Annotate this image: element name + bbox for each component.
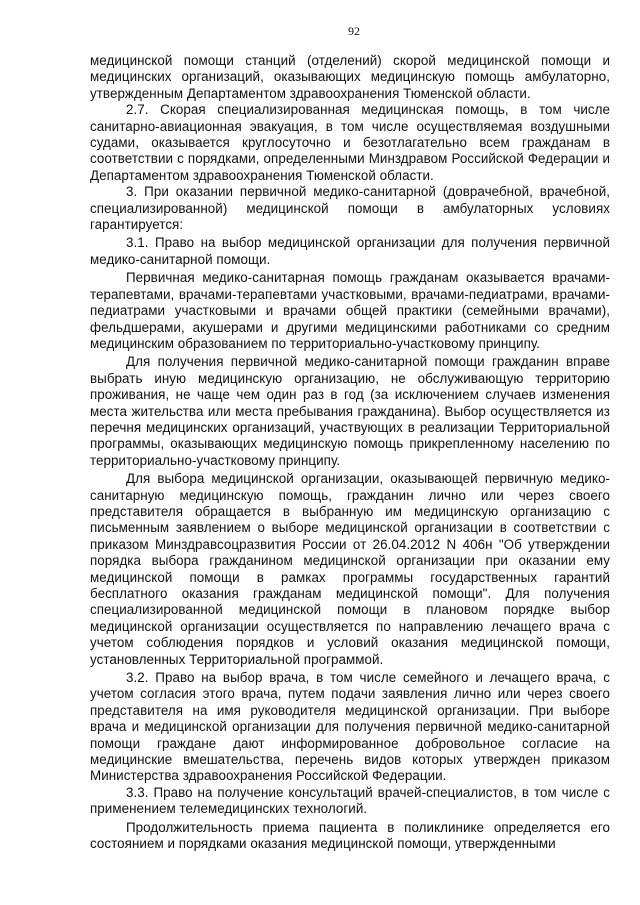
- paragraph-2-7: 2.7. Скорая специализированная медицинская помощь, в том числе санитарно-авиационная эвакуация, в том числе осуществляемая воздушными судами, оказывается круглосуточно и безотлагательно всем гражданам в соответствии с порядками, определенными Минздравом Российской Федерации и Департаментом здравоохранения Тюменской области.: [90, 102, 610, 183]
- paragraph-application-procedure: Для выбора медицинской организации, оказывающей первичную медико-санитарную медицинскую помощь, гражданин лично или через своего представителя обращается в выбранную им медицинскую организацию с письменным заявлением о выборе медицинской организации в соответствии с приказом Минздравсоцразвития России от 26.04.2012 N 406н "Об утверждении порядка выбора гражданином медицинской организации при оказании ему медицинской помощи в рамках программы государственных гарантий бесплатного оказания гражданам медицинской помощи". Для получения специализированной медицинской помощи в плановом порядке выбор медицинской организации осуществляется по направлению лечащего врача с учетом соблюдения порядков и условий оказания медицинской помощи, установленных Территориальной программой.: [90, 471, 610, 667]
- paragraph-3: 3. При оказании первичной медико-санитарной (доврачебной, врачебной, специализированной) медицинской помощи в амбулаторных условиях гарантируется:: [90, 184, 610, 233]
- paragraph-3-3: 3.3. Право на получение консультаций врачей-специалистов, в том числе с применением телемедицинских технологий.: [90, 784, 610, 817]
- paragraph-continuation: медицинской помощи станций (отделений) скорой медицинской помощи и медицинских организаций, оказывающих медицинскую помощь амбулаторно, утвержденным Департаментом здравоохранения Тюменской области.: [90, 53, 610, 101]
- paragraph-appointment-duration: Продолжительность приема пациента в поликлинике определяется его состоянием и порядками оказания медицинской помощи, утвержденными: [90, 819, 610, 852]
- page-number: 92: [348, 24, 360, 38]
- paragraph-primary-care: Первичная медико-санитарная помощь гражданам оказывается врачами-терапевтами, врачами-терапевтами участковыми, врачами-педиатрами, врачами-педиатрами участковыми и врачами общей практики (семейными врачами), фельдшерами, акушерами и другими медицинскими работниками со средним медицинским образованием по территориально-участковому принципу.: [90, 270, 610, 351]
- paragraph-3-1: 3.1. Право на выбор медицинской организации для получения первичной медико-санитарной помощи.: [90, 235, 610, 267]
- document-body: [90, 53, 610, 853]
- paragraph-3-2: 3.2. Право на выбор врача, в том числе семейного и лечащего врача, с учетом согласия этого врача, путем подачи заявления лично или через своего представителя на имя руководителя медицинской организации. При выборе врача и медицинской организации для получения первичной медико-санитарной помощи граждане дают информированное добровольное согласие на медицинские вмешательства, перечень видов которых утвержден приказом Министерства здравоохранения Российской Федерации.: [90, 670, 610, 784]
- paragraph-choice-of-organization: Для получения первичной медико-санитарной помощи гражданин вправе выбрать иную медицинскую организацию, не обслуживающую территорию проживания, не чаще чем один раз в год (за исключением случаев изменения места жительства или места пребывания гражданина). Выбор осуществляется из перечня медицинских организаций, участвующих в реализации Территориальной программы, оказывающих медицинскую помощь прикрепленному населению по территориально-участковому принципу.: [90, 354, 610, 468]
